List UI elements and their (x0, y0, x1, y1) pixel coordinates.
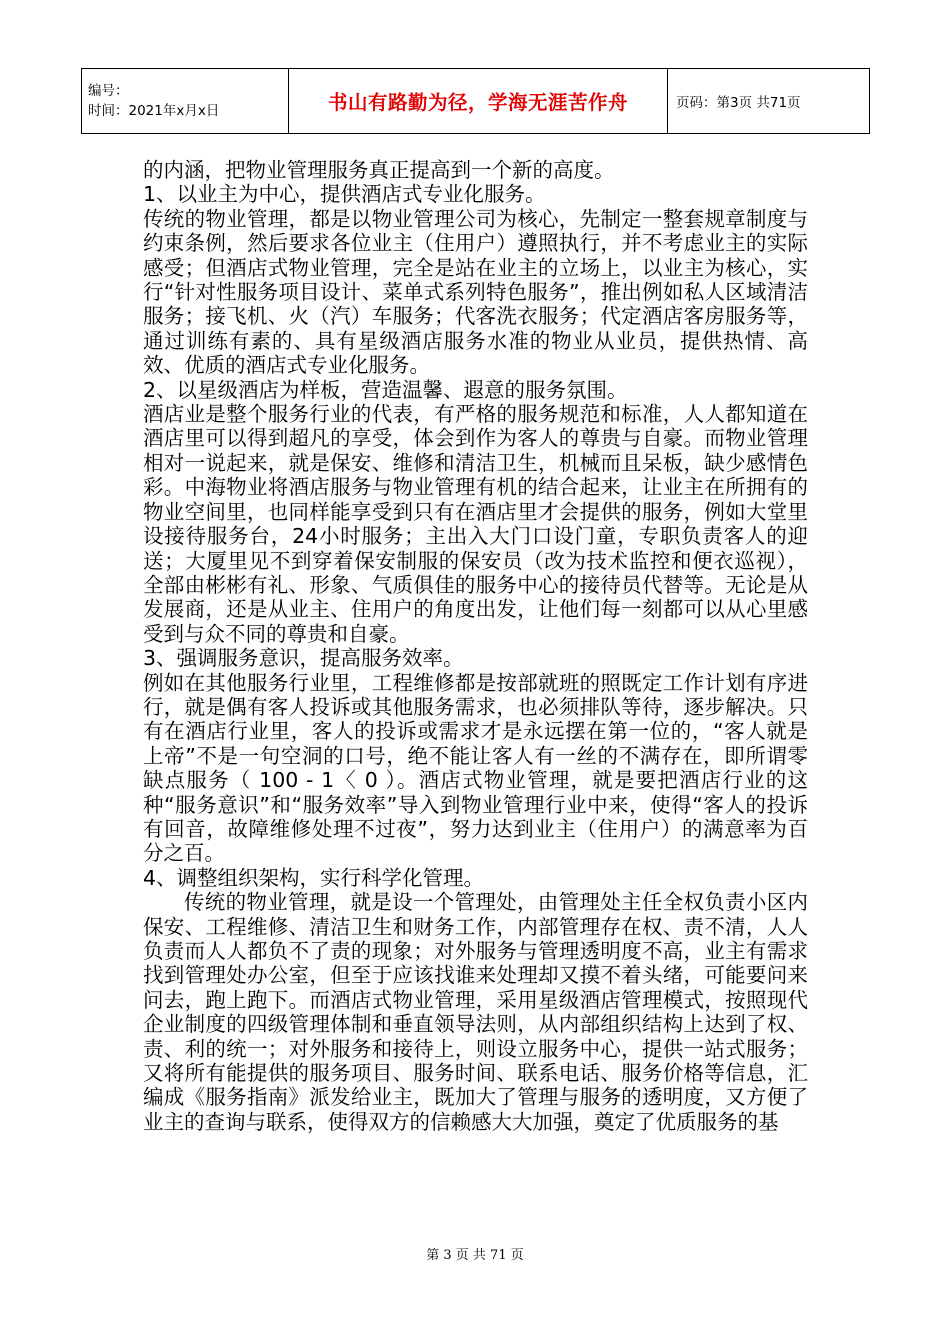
section-heading-2: 2、以星级酒店为样板，营造温馨、遐意的服务氛围。 (143, 377, 628, 402)
paragraph-continuation: 的内涵，把物业管理服务真正提高到一个新的高度。 (143, 158, 615, 182)
section-heading-3: 3、强调服务意识，提高服务效率。 (143, 646, 464, 671)
section-heading-4: 4、调整组织架构，实行科学化管理。 (143, 865, 485, 890)
paragraph: 传统的物业管理，都是以物业管理公司为核心，先制定一整套规章制度与约束条例，然后要求各位业主（住用户）遵照执行，并不考虑业主的实际感受；但酒店式物业管理，完全是站在业主的立场上，以业主为核心，实行“针对性服务项目设计、菜单式系列特色服务”，推出例如私人区域清洁服务；接飞机、火（汽）车服务；代客洗衣服务；代定酒店客房服务等，通过训练有素的、具有星级酒店服务水准的物业从业员，提供热情、高效、优质的酒店式专业化服务。 (143, 206, 808, 378)
paragraph: 例如在其他服务行业里，工程维修都是按部就班的照既定工作计划有序进行，就是偶有客人投诉或其他服务需求，也必须排队等待，逐步解决。只有在酒店行业里，客人的投诉或需求才是永远摆在第一位的，“客人就是上帝”不是一句空洞的口号，绝不能让客人有一丝的不满存在，即所谓零缺点服务（ 100 - 1〈 0 ）。酒店式物业管理，就是要把酒店行业的这种“服务意识”和“服务效率”导入到物业管理行业中来，使得“客人的投诉有回音，故障维修处理不过夜”，努力达到业主（住用户）的满意率为百分之百。 (143, 670, 808, 866)
document-header (81, 68, 870, 134)
header-page-label: 页码：第3页 共71页 (668, 69, 870, 134)
header-number-label: 编号： (88, 83, 129, 99)
header-time-label: 时间：2021年x月x日 (88, 103, 220, 119)
header-motto: 书山有路勤为径，学海无涯苦作舟 (289, 69, 668, 134)
document-body (143, 158, 808, 1134)
paragraph: 传统的物业管理，就是设一个管理处，由管理处主任全权负责小区内保安、工程维修、清洁卫生和财务工作，内部管理存在权、责不清，人人负责而人人都负不了责的现象；对外服务与管理透明度不高，业主有需求找到管理处办公室，但至于应该找谁来处理却又摸不着头绪，可能要问来问去，跑上跑下。而酒店式物业管理，采用星级酒店管理模式，按照现代企业制度的四级管理体制和垂直领导法则，从内部组织结构上达到了权、责、利的统一；对外服务和接待上，则设立服务中心，提供一站式服务；又将所有能提供的服务项目、服务时间、联系电话、服务价格等信息，汇编成《服务指南》派发给业主，既加大了管理与服务的透明度，又方便了业主的查询与联系，使得双方的信赖感大大加强，奠定了优质服务的基 (143, 890, 808, 1134)
header-meta (82, 69, 289, 134)
paragraph: 酒店业是整个服务行业的代表，有严格的服务规范和标准，人人都知道在酒店里可以得到超凡的享受，体会到作为客人的尊贵与自豪。而物业管理相对一说起来，就是保安、维修和清洁卫生，机械而且呆板，缺少感情色彩。中海物业将酒店服务与物业管理有机的结合起来，让业主在所拥有的物业空间里，也同样能享受到只有在酒店里才会提供的服务，例如大堂里设接待服务台，24小时服务；主出入大门口设门童，专职负责客人的迎送；大厦里见不到穿着保安制服的保安员（改为技术监控和便衣巡视），全部由彬彬有礼、形象、气质俱佳的服务中心的接待员代替等。无论是从发展商，还是从业主、住用户的角度出发，让他们每一刻都可以从心里感受到与众不同的尊贵和自豪。 (143, 402, 808, 646)
section-heading-1: 1、以业主为中心，提供酒店式专业化服务。 (143, 182, 546, 207)
page-footer: 第 3 页 共 71 页 (426, 1248, 524, 1263)
